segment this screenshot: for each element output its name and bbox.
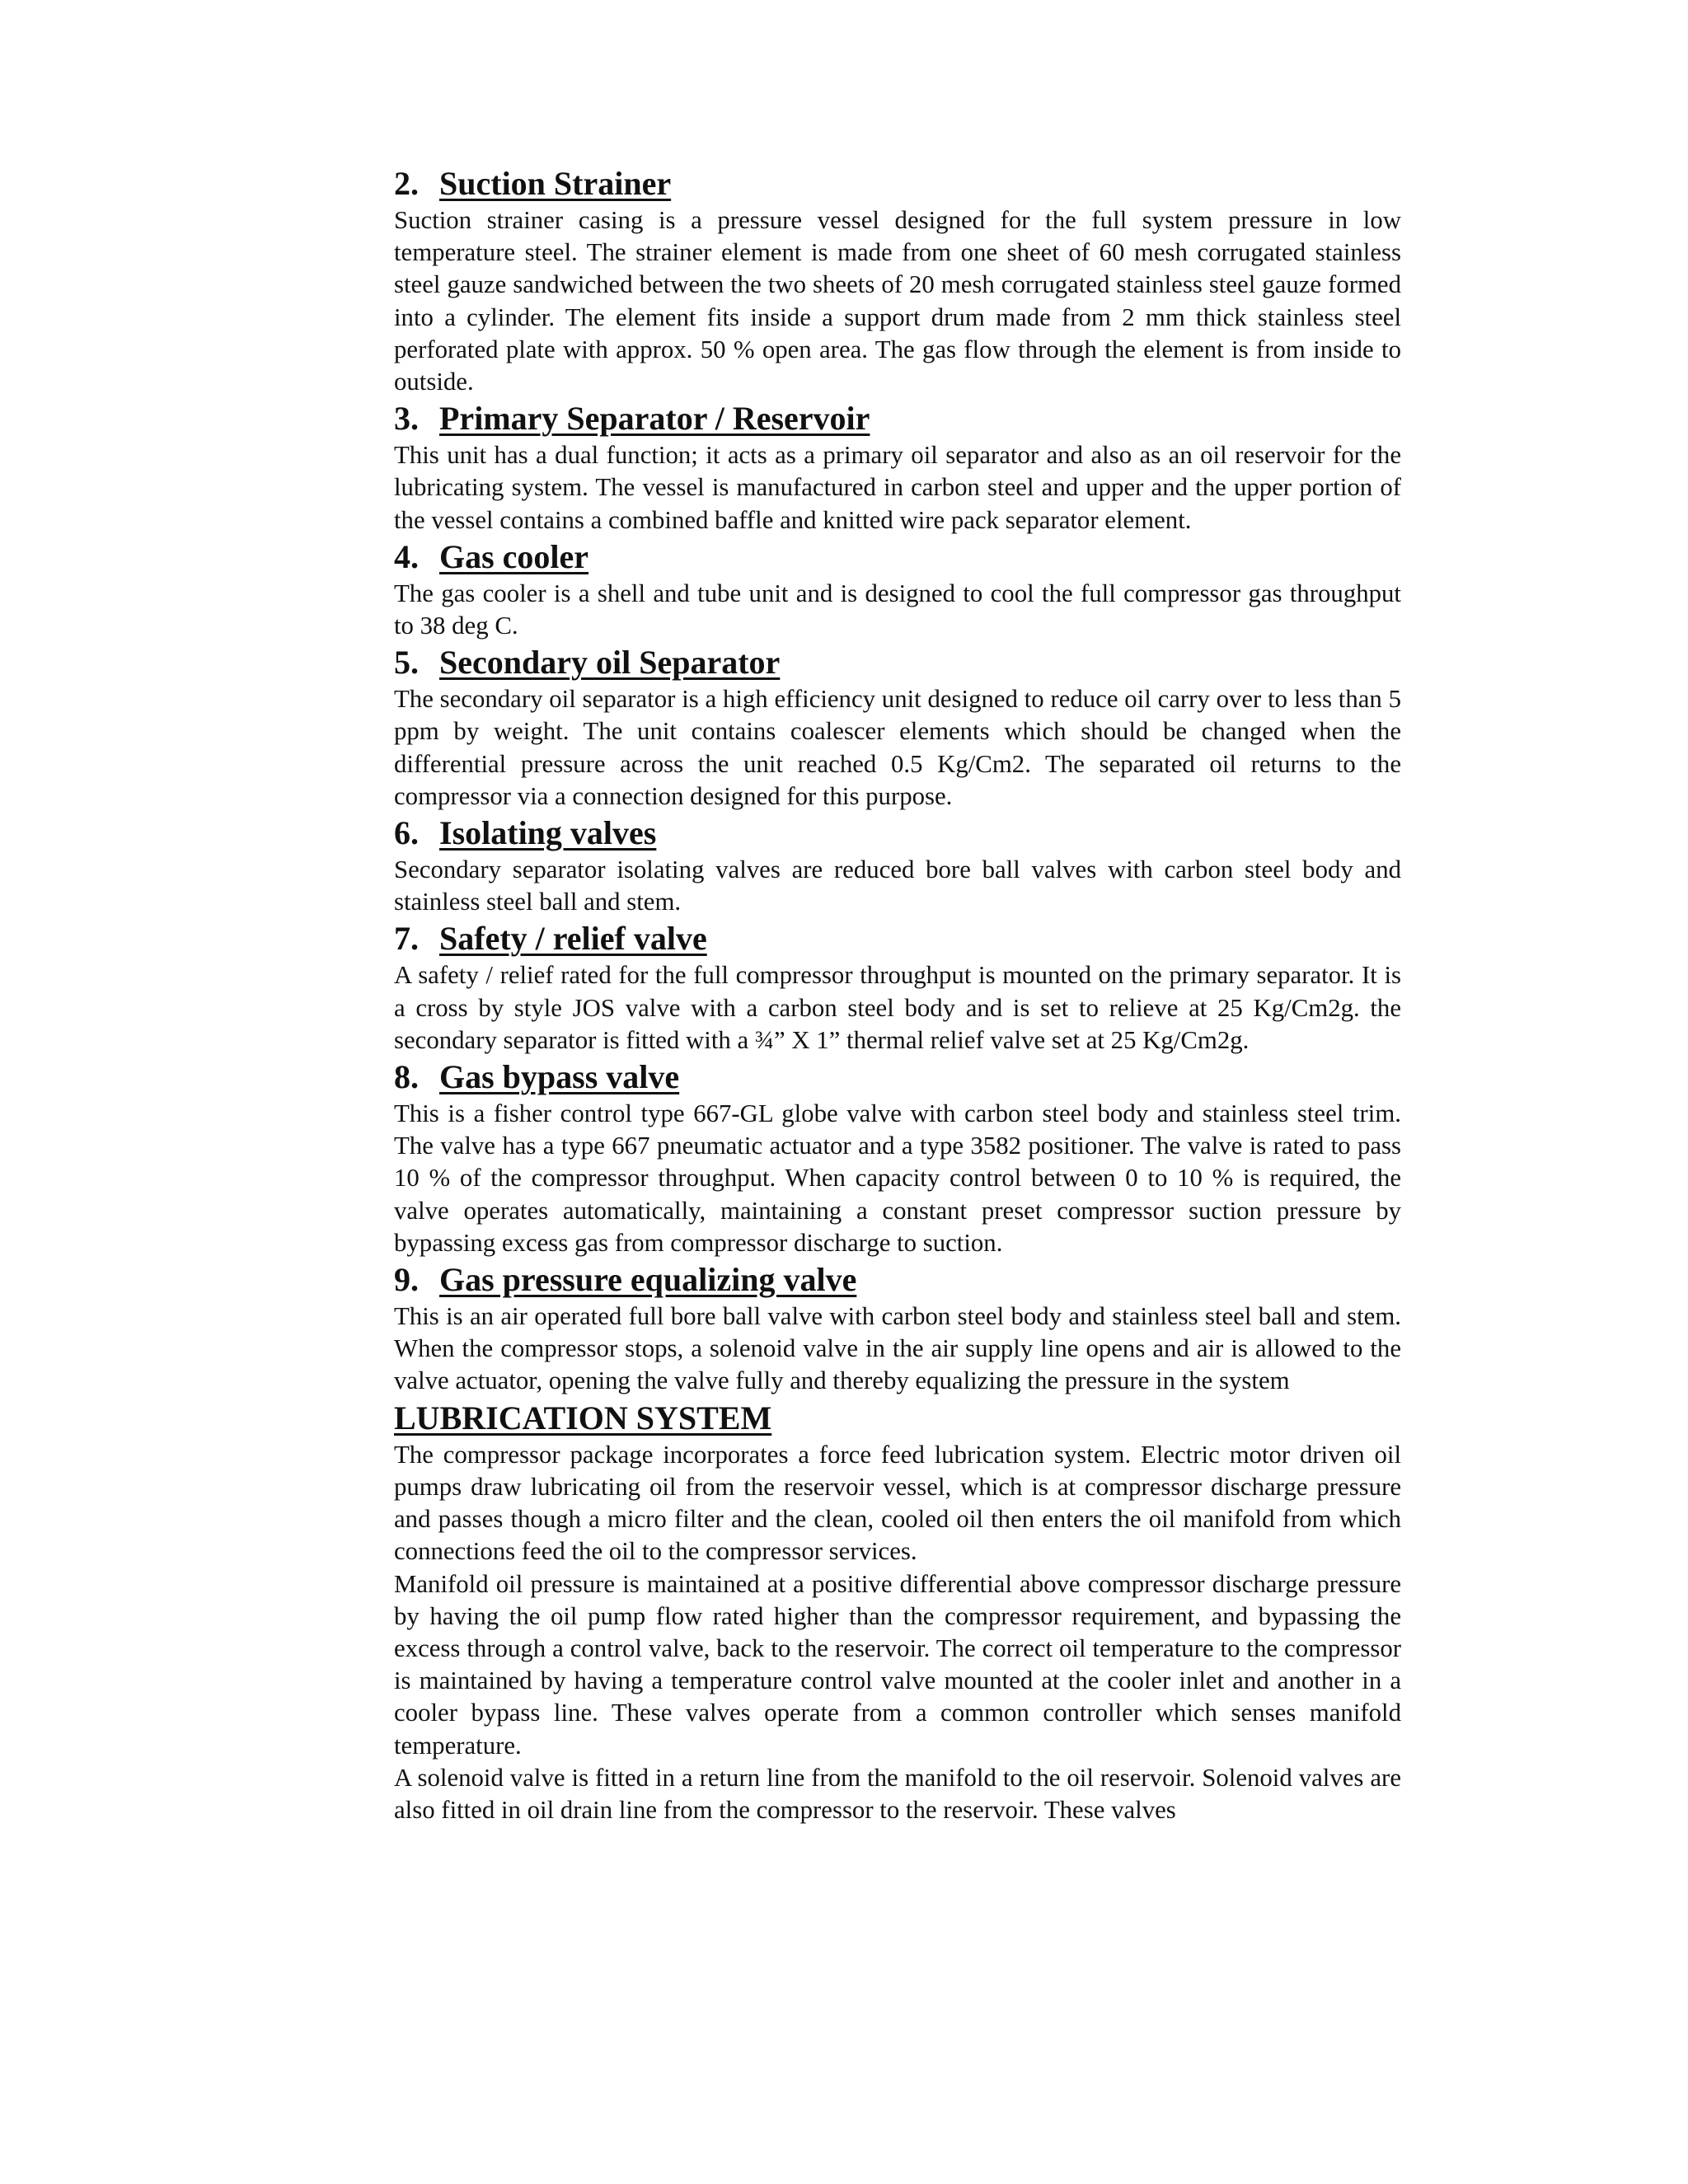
section-number: 7. xyxy=(394,920,419,958)
section-heading xyxy=(394,1398,1401,1439)
section-heading xyxy=(394,1259,1401,1301)
section-title: Gas pressure equalizing valve xyxy=(439,1261,857,1299)
section-paragraph: Secondary separator isolating valves are reduced bore ball valves with carbon steel body and stainless steel ball and stem. xyxy=(394,855,1401,916)
section-heading xyxy=(394,398,1401,439)
section-title: Gas cooler xyxy=(439,537,589,575)
section-title: Primary Separator / Reservoir xyxy=(439,400,870,438)
section-title: LUBRICATION SYSTEM xyxy=(394,1399,772,1436)
section-lubrication-system xyxy=(394,1398,1401,1826)
section-gas-bypass-valve xyxy=(394,1057,1401,1259)
section-title: Secondary oil Separator xyxy=(439,644,781,682)
section-number: 3. xyxy=(394,400,419,438)
section-paragraph: This is a fisher control type 667-GL globe valve with carbon steel body and stainless steel trim. The valve has a type 667 pneumatic actuator and a type 3582 positioner. The valve is rated to pass 10 % of the compressor throughput. When capacity control between 0 to 10 % is required, the valve operates automatically, maintaining a constant preset compressor suction pressure by bypassing excess gas from compressor discharge to suction. xyxy=(394,1099,1401,1257)
section-paragraph: The gas cooler is a shell and tube unit and is designed to cool the full compressor gas throughput to 38 deg C. xyxy=(394,579,1401,640)
section-title: Gas bypass valve xyxy=(439,1058,680,1096)
document-page xyxy=(394,163,1401,1826)
section-heading xyxy=(394,1057,1401,1098)
section-number: 6. xyxy=(394,814,419,852)
section-isolating-valves xyxy=(394,813,1401,918)
section-primary-separator xyxy=(394,398,1401,537)
section-title: Suction Strainer xyxy=(439,165,672,202)
section-number: 4. xyxy=(394,537,419,575)
section-paragraph: Suction strainer casing is a pressure vessel designed for the full system pressure in low temperature steel. The strainer element is made from one sheet of 60 mesh corrugated stainless steel gauze sandwiched between the two sheets of 20 mesh corrugated stainless steel gauze formed into a cylinder. The element fits inside a support drum made from 2 mm thick stainless steel perforated plate with approx. 50 % open area. The gas flow through the element is from inside to outside. xyxy=(394,206,1401,396)
section-number: 2. xyxy=(394,165,419,202)
section-number: 9. xyxy=(394,1261,419,1299)
section-paragraph: Manifold oil pressure is maintained at a positive differential above compressor discharge pressure by having the oil pump flow rated higher than the compressor requirement, and bypassing the excess through a control valve, back to the reservoir. The correct oil temperature to the compressor is maintained by having a temperature control valve mounted at the cooler inlet and another in a cooler bypass line. These valves operate from a common controller which senses manifold temperature. xyxy=(394,1569,1401,1760)
section-heading xyxy=(394,642,1401,683)
section-paragraph: The compressor package incorporates a force feed lubrication system. Electric motor driven oil pumps draw lubricating oil from the reservoir vessel, which is at compressor discharge pressure and passes though a micro filter and the clean, cooled oil then enters the oil manifold from which connections feed the oil to the compressor services. xyxy=(394,1440,1401,1566)
section-heading xyxy=(394,537,1401,578)
section-heading xyxy=(394,813,1401,854)
section-number: 8. xyxy=(394,1058,419,1096)
section-number: 5. xyxy=(394,644,419,682)
section-gas-pressure-equalizing-valve xyxy=(394,1259,1401,1398)
section-title: Isolating valves xyxy=(439,814,657,852)
section-secondary-oil-separator xyxy=(394,642,1401,813)
section-heading xyxy=(394,163,1401,204)
section-suction-strainer xyxy=(394,163,1401,398)
section-heading xyxy=(394,918,1401,959)
section-paragraph: This is an air operated full bore ball valve with carbon steel body and stainless steel ball and stem. When the compressor stops, a solenoid valve in the air supply line opens and air is allowed to the valve actuator, opening the valve fully and thereby equalizing the pressure in the system xyxy=(394,1302,1401,1395)
section-safety-relief-valve xyxy=(394,918,1401,1057)
section-paragraph: A safety / relief rated for the full compressor throughput is mounted on the primary separator. It is a cross by style JOS valve with a carbon steel body and is set to relieve at 25 Kg/Cm2g. the secondary separator is fitted with a ¾” X 1” thermal relief valve set at 25 Kg/Cm2g. xyxy=(394,961,1401,1054)
section-paragraph: This unit has a dual function; it acts as a primary oil separator and also as an oil reservoir for the lubricating system. The vessel is manufactured in carbon steel and upper and the upper portion of the vessel contains a combined baffle and knitted wire pack separator element. xyxy=(394,441,1401,534)
section-paragraph: The secondary oil separator is a high efficiency unit designed to reduce oil carry over to less than 5 ppm by weight. The unit contains coalescer elements which should be changed when the differential pressure across the unit reached 0.5 Kg/Cm2. The separated oil returns to the compressor via a connection designed for this purpose. xyxy=(394,685,1401,810)
section-gas-cooler xyxy=(394,537,1401,642)
section-title: Safety / relief valve xyxy=(439,920,707,958)
section-paragraph: A solenoid valve is fitted in a return line from the manifold to the oil reservoir. Solenoid valves are also fitted in oil drain line from the compressor to the reservoir. These valves xyxy=(394,1763,1401,1824)
